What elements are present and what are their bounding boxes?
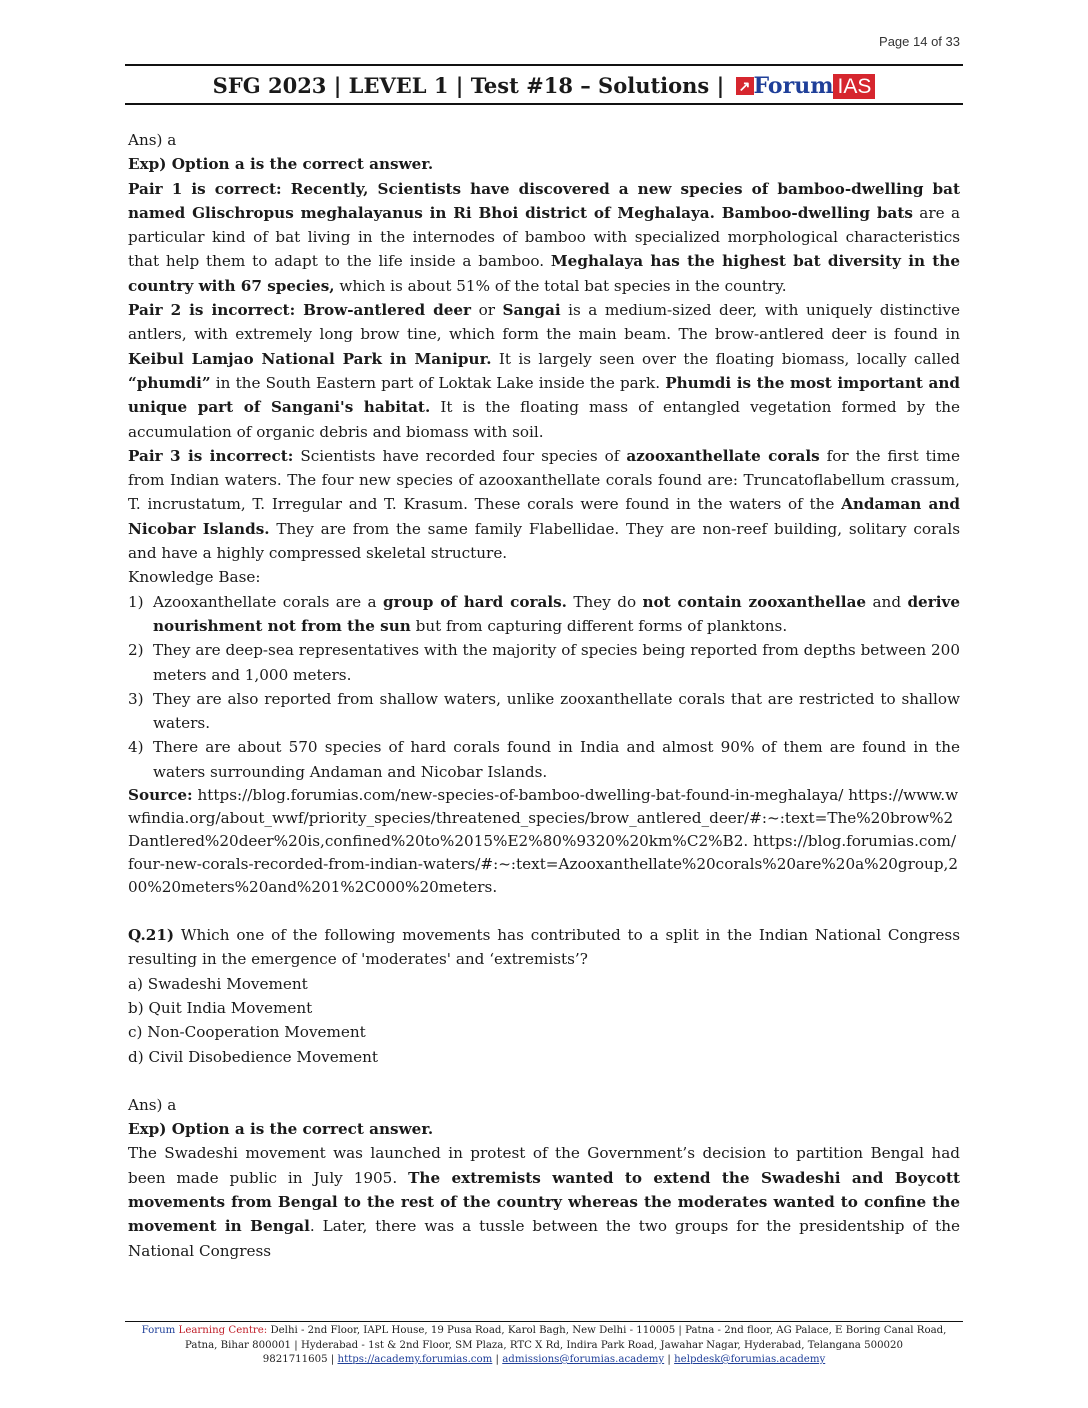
footer-phone: 9821711605 bbox=[262, 1354, 328, 1365]
footer-address: Forum Learning Centre: Delhi - 2nd Floor, IAPL House, 19 Pusa Road, Karol Bagh, New Delhi - 110005 | Patna - 2nd floor, AG Palace, E Boring Canal Road, Patna, Bihar 800001 | Hyderabad - 1st & 2nd Floor, SM Plaza, RTC X Rd, Indira Park Road, Jawahar Nagar, Hyderabad, Telangana 500020 bbox=[141, 1325, 947, 1351]
option-d: d) Civil Disobedience Movement bbox=[128, 1047, 378, 1066]
spacer bbox=[128, 1069, 960, 1093]
page-footer bbox=[125, 1324, 963, 1368]
option-a: a) Swadeshi Movement bbox=[128, 974, 308, 993]
logo-arrow-icon: ↗ bbox=[736, 77, 754, 95]
list-item: 2) They are deep-sea representatives with the majority of species being reported from depths between 200 meters and 1,000 meters. bbox=[128, 641, 960, 684]
question-text: Q.21) Which one of the following movements has contributed to a split in the Indian National Congress resulting in the emergence of 'moderates' and ‘extremists’? bbox=[128, 926, 960, 969]
spacer bbox=[128, 899, 960, 923]
explanation-paragraph: The Swadeshi movement was launched in protest of the Government’s decision to partition Bengal had been made public in July 1905. The extremists wanted to extend the Swadeshi and Boycott movements from Bengal to the rest of the country whereas the moderates wanted to confine the movement in Bengal. Later, there was a tussle between the two groups for the presidentship of the National Congress bbox=[128, 1144, 960, 1260]
pair-3-paragraph: Pair 3 is incorrect: Scientists have recorded four species of azooxanthellate corals for the first time from Indian waters. The four new species of azooxanthellate corals found are: Truncatoflabellum crassum, T. incrustatum, T. Irregular and T. Krasum. These corals were found in the waters of the Andaman and Nicobar Islands. They are from the same family Flabellidae. They are non-reef building, solitary corals and have a highly compressed skeletal structure. bbox=[128, 446, 960, 563]
answer-line: Ans) a bbox=[128, 1095, 177, 1114]
logo-ias-text: IAS bbox=[833, 74, 875, 99]
list-item: 3) They are also reported from shallow waters, unlike zooxanthellate corals that are restricted to shallow waters. bbox=[128, 689, 960, 733]
explanation-heading: Exp) Option a is the correct answer. bbox=[128, 1120, 434, 1139]
pair-2-paragraph: Pair 2 is incorrect: Brow-antlered deer or Sangai is a medium-sized deer, with uniquely distinctive antlers, with extremely long brow tine, which form the main beam. The brow-antlered deer is found in Keibul Lamjao National Park in Manipur. It is largely seen over the floating biomass, locally called “phumdi” in the South Eastern part of Loktak Lake inside the park. Phumdi is the most important and unique part of Sangani's habitat. It is the floating mass of entangled vegetation formed by the accumulation of organic debris and biomass with soil. bbox=[128, 301, 960, 441]
source-urls[interactable]: https://blog.forumias.com/new-species-of-bamboo-dwelling-bat-found-in-meghalaya/ https://www.wwfindia.org/about_wwf/priority_species/threatened_species/brow_antlered_deer/#:~:text=The%20brow%2Dantlered%20deer%20is,confined%20to%2015%E2%80%9320%20km%C2%B2. https://blog.forumias.com/four-new-corals-recorded-from-indian-waters/#:~:text=Azooxanthellate%20corals%20are%20a%20group,200%20meters%20and%201%2C000%20meters. bbox=[128, 786, 959, 897]
explanation-heading: Exp) Option a is the correct answer. bbox=[128, 155, 434, 174]
header-bottom-rule bbox=[125, 103, 963, 105]
list-item: 1) Azooxanthellate corals are a group of hard corals. They do not contain zooxanthellae and derive nourishment not from the sun but from capturing different forms of planktons. bbox=[128, 592, 960, 635]
logo-forum-text: Forum bbox=[753, 73, 834, 99]
knowledge-base-list bbox=[128, 590, 960, 784]
academy-link[interactable]: https://academy.forumias.com bbox=[337, 1354, 493, 1365]
page-header bbox=[125, 70, 963, 103]
admissions-email-link[interactable]: admissions@forumias.academy bbox=[502, 1354, 665, 1365]
helpdesk-email-link[interactable]: helpdesk@forumias.academy bbox=[674, 1354, 826, 1365]
page-number: Page 14 of 33 bbox=[879, 34, 960, 49]
list-item: 4) There are about 570 species of hard corals found in India and almost 90% of them are found in the waters surrounding Andaman and Nicobar Islands. bbox=[128, 738, 960, 781]
forumias-logo bbox=[736, 70, 876, 103]
answer-line: Ans) a bbox=[128, 131, 177, 149]
document-body bbox=[128, 128, 960, 1263]
source-paragraph: Source: https://blog.forumias.com/new-species-of-bamboo-dwelling-bat-found-in-meghalaya/ https://www.wwfindia.org/about_wwf/priority_species/threatened_species/brow_antlered_deer/#:~:text=The%20brow%2Dantlered%20deer%20is,confined%20to%2015%E2%80%9320%20km%C2%B2. https://blog.forumias.com/four-new-corals-recorded-from-indian-waters/#:~:text=Azooxanthellate%20corals%20are%20a%20group,200%20meters%20and%201%2C000%20meters. bbox=[128, 786, 959, 897]
option-b: b) Quit India Movement bbox=[128, 998, 313, 1017]
footer-rule bbox=[125, 1321, 963, 1322]
pair-1-paragraph: Pair 1 is correct: Recently, Scientists have discovered a new species of bamboo-dwelling bat named Glischropus meghalayanus in Ri Bhoi district of Meghalaya. Bamboo-dwelling bats are a particular kind of bat living in the internodes of bamboo with specialized morphological characteristics that help them to adapt to the life inside a bamboo. Meghalaya has the highest bat diversity in the country with 67 species, which is about 51% of the total bat species in the country. bbox=[128, 179, 961, 295]
option-c: c) Non-Cooperation Movement bbox=[128, 1023, 366, 1042]
knowledge-base-heading: Knowledge Base: bbox=[128, 568, 261, 587]
header-top-rule bbox=[125, 64, 963, 66]
footer-contacts: 9821711605 | https://academy.forumias.com | admissions@forumias.academy | helpdesk@forumias.academy bbox=[262, 1354, 826, 1365]
header-title: SFG 2023 | LEVEL 1 | Test #18 – Solutions | bbox=[212, 73, 725, 98]
